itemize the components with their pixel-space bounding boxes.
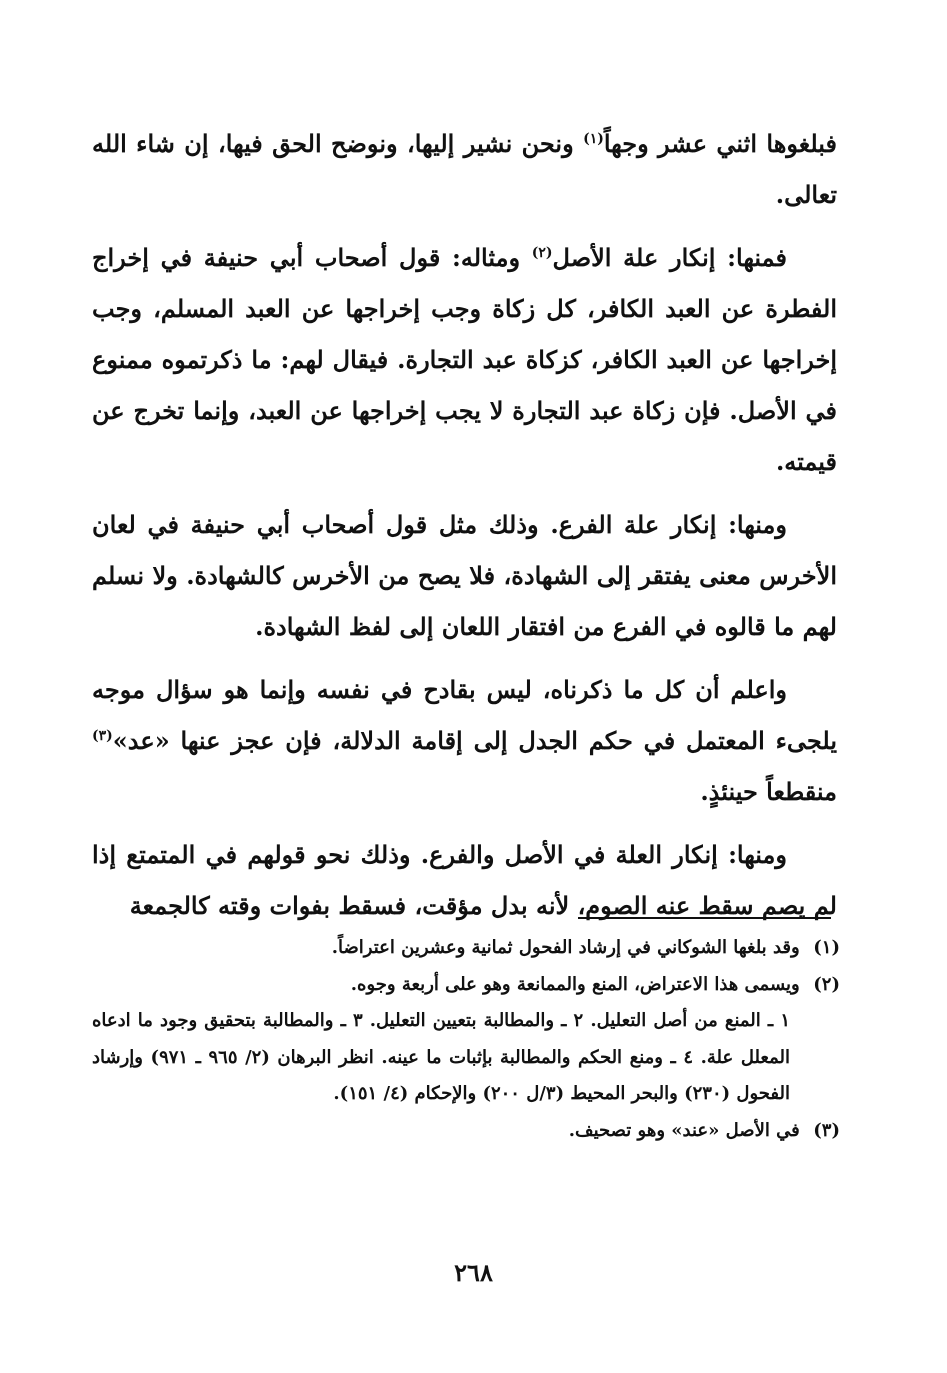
- paragraph-2-text-cont: ومثاله: قول أصحاب أبي حنيفة في إخراج الفطرة عن العبد الكافر، كل زكاة وجب إخراجها عن العبد المسلم، وجب إخراجها عن العبد الكافر، كزكاة عبد التجارة. فيقال لهم: ما ذكرتموه ممنوع في الأصل. فإن زكاة عبد التجارة لا يجب إخراجها عن العبد، وإنما تخرج عن قيمته.: [92, 243, 837, 476]
- paragraph-4-text-cont: منقطعاً حينئذٍ.: [700, 777, 837, 806]
- footnote-3-number: (٣): [813, 1119, 840, 1141]
- paragraph-gap: [92, 652, 837, 664]
- footnote-3-text: في الأصل «عند» وهو تصحيف.: [568, 1119, 800, 1141]
- paragraph-2-text: فمنها: إنكار علة الأصل: [552, 243, 787, 272]
- footnotes: [92, 930, 840, 1149]
- footnote-ref-2: (٢): [531, 245, 553, 261]
- footnote-ref-1: (١): [583, 131, 604, 147]
- main-text: [92, 118, 837, 931]
- paragraph-gap: [92, 487, 837, 499]
- footnote-1: [92, 930, 840, 967]
- footnote-1-text: وقد بلغها الشوكاني في إرشاد الفحول ثمانية وعشرين اعتراضاً.: [331, 937, 800, 958]
- footnote-3: [92, 1113, 840, 1150]
- paragraph-gap: [92, 817, 837, 829]
- footnote-2-number: (٢): [813, 973, 840, 995]
- footnote-ref-3: (٣): [92, 728, 113, 744]
- paragraph-5-text: ومنها: إنكار العلة في الأصل والفرع. وذلك نحو قولهم في المتمتع إذا لم يصم سقط عنه الصوم، لأنه بدل مؤقت، فسقط بفوات وقته كالجمعة: [92, 840, 837, 920]
- paragraph-gap: [92, 220, 837, 232]
- footnote-2-text: ويسمى هذا الاعتراض، المنع والممانعة وهو على أربعة وجوه.: [350, 973, 800, 995]
- paragraph-4: [92, 664, 837, 817]
- paragraph-5: [92, 829, 837, 931]
- paragraph-1: [92, 118, 837, 220]
- paragraph-3: [92, 499, 837, 652]
- footnote-2-detail-text: ١ ـ المنع من أصل التعليل. ٢ ـ والمطالبة بتعيين التعليل. ٣ ـ والمطالبة بتحقيق وجود ما ادعاه المعلل علة. ٤ ـ ومنع الحكم والمطالبة بإثبات ما عينه. انظر البرهان (٢/ ٩٦٥ ـ ٩٧١) وإرشاد الفحول (٢٣٠) والبحر المحيط (٣/ل ٢٠٠) والإحكام (٤/ ١٥١).: [92, 1010, 790, 1104]
- page-number: ٢٦٨: [454, 1258, 493, 1287]
- footnote-separator: [578, 917, 831, 919]
- paragraph-4-text: واعلم أن كل ما ذكرناه، ليس بقادح في نفسه وإنما هو سؤال موجه يلجىء المعتمل في حكم الجدل إلى إقامة الدلالة، فإن عجز عنها «عد»: [92, 675, 837, 755]
- paragraph-3-text: ومنها: إنكار علة الفرع. وذلك مثل قول أصحاب أبي حنيفة في لعان الأخرس معنى يفتقر إلى الشهادة، فلا يصح من الأخرس كالشهادة. ولا نسلم لهم ما قالوه في الفرع من افتقار اللعان إلى لفظ الشهادة.: [92, 510, 837, 641]
- footnote-2-detail: [92, 1003, 840, 1113]
- footnote-2: [92, 967, 840, 1004]
- paragraph-1-text: فبلغوها اثني عشر وجهاً: [603, 129, 837, 158]
- paragraph-2: [92, 232, 837, 487]
- paragraph-1-text-cont: ونحن نشير إليها، ونوضح الحق فيها، إن شاء الله تعالى.: [92, 129, 837, 209]
- footnote-1-number: (١): [813, 937, 840, 958]
